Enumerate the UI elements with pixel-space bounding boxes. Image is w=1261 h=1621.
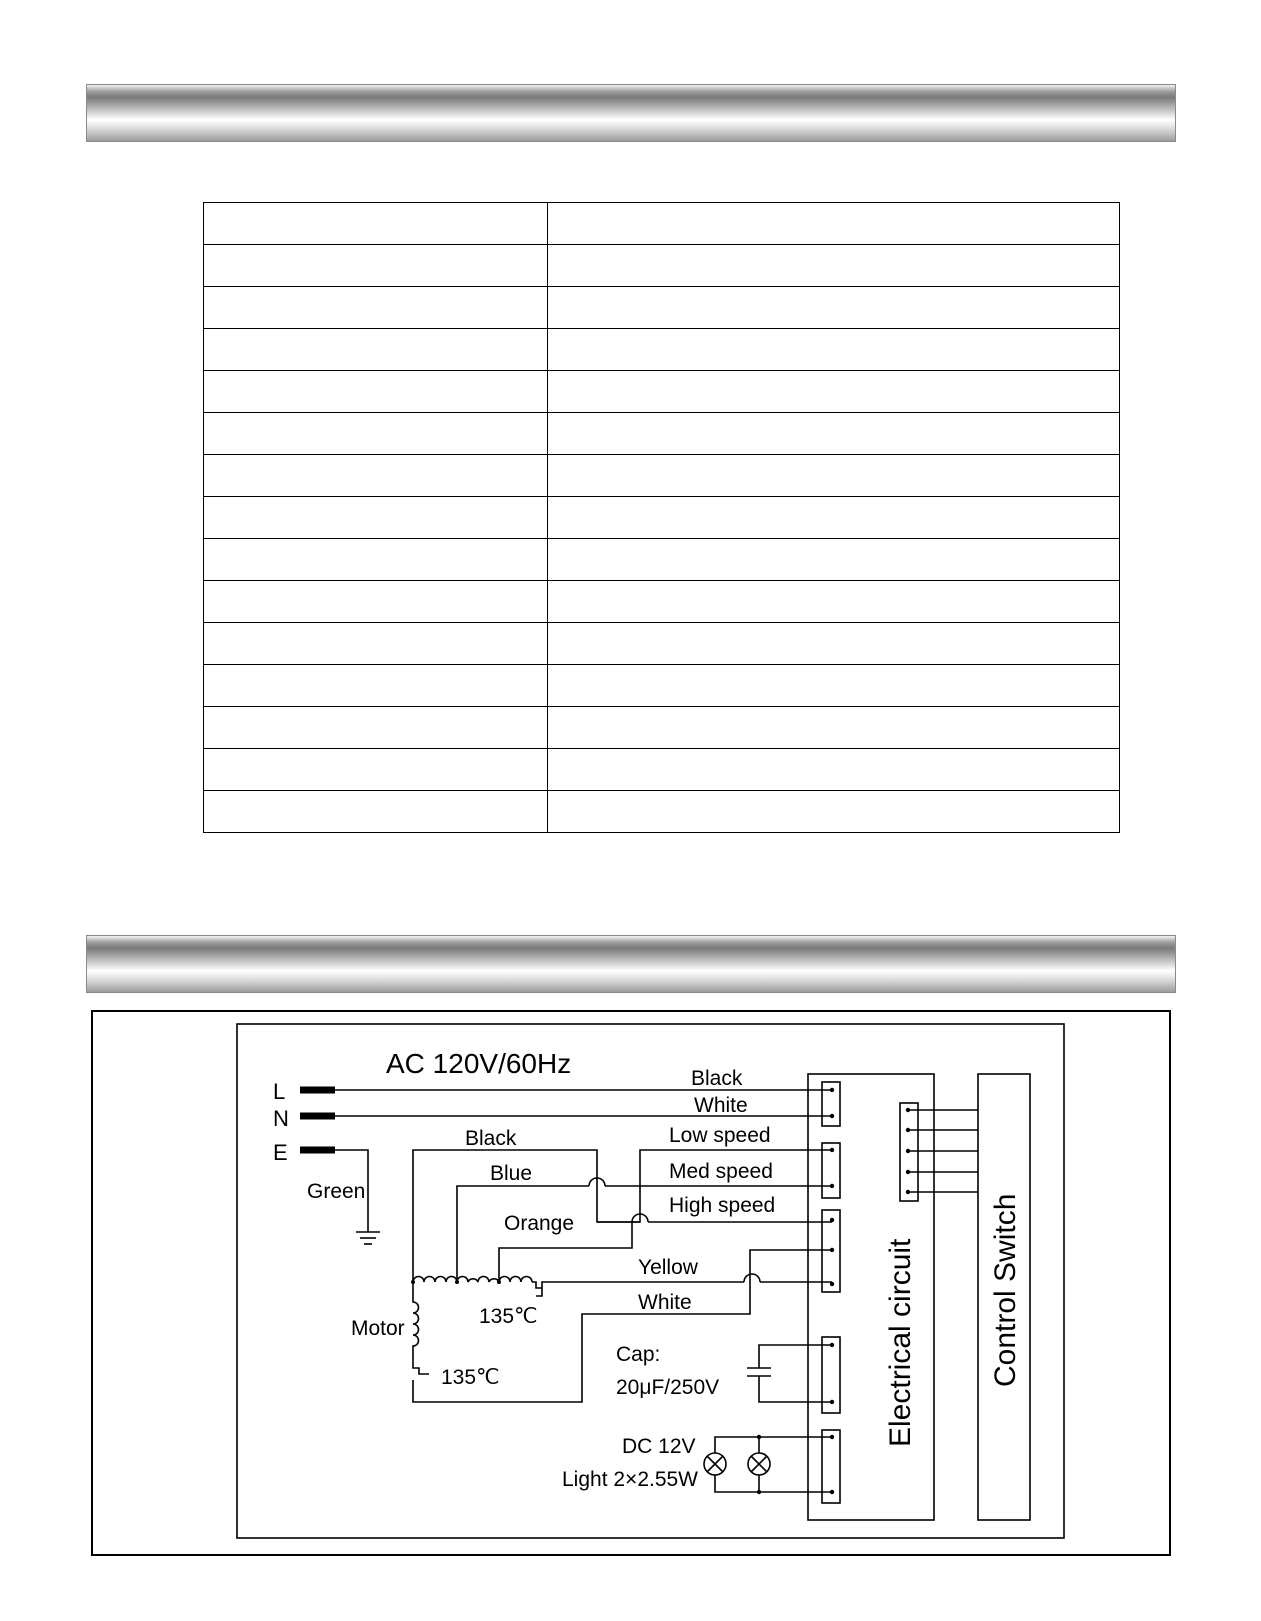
spec-label-cell [204, 455, 548, 497]
spec-row [204, 245, 1120, 287]
thermal-cutoff-2 [413, 1362, 429, 1386]
spec-value-cell [548, 623, 1120, 665]
spec-label-cell [204, 245, 548, 287]
low-speed-label: Low speed [669, 1124, 771, 1147]
spec-row [204, 707, 1120, 749]
spec-value-cell [548, 287, 1120, 329]
spec-label-cell [204, 539, 548, 581]
motor-label: Motor [351, 1317, 405, 1340]
spec-value-cell [548, 707, 1120, 749]
high-speed-label: High speed [669, 1194, 776, 1217]
light-bulb-1 [704, 1453, 726, 1475]
light-spec-label: Light 2×2.55W [562, 1468, 699, 1491]
spec-row [204, 455, 1120, 497]
spec-value-cell [548, 413, 1120, 455]
thermal-cutoff-1 [532, 1282, 546, 1296]
spec-row [204, 539, 1120, 581]
spec-value-cell [548, 497, 1120, 539]
spec-row [204, 749, 1120, 791]
supply-label: AC 120V/60Hz [386, 1048, 572, 1079]
thermal-cutoff-1-label: 135℃ [479, 1305, 538, 1328]
diagram-inner-border [237, 1024, 1064, 1538]
terminal-N-label: N [273, 1106, 289, 1131]
spec-row [204, 287, 1120, 329]
spec-label-cell [204, 707, 548, 749]
wiring-diagram-frame [91, 1010, 1171, 1556]
electrical-circuit-label: Electrical circuit [884, 1238, 917, 1447]
spec-value-cell [548, 581, 1120, 623]
white-wire-label: White [694, 1094, 748, 1117]
spec-value-cell [548, 245, 1120, 287]
spec-row [204, 203, 1120, 245]
spec-row [204, 329, 1120, 371]
section-header-bar-wiring [86, 935, 1176, 993]
blue-wire-label: Blue [490, 1162, 533, 1185]
light-wire-top [715, 1437, 832, 1492]
spec-value-cell [548, 665, 1120, 707]
capacitor-label: Cap: [616, 1343, 661, 1366]
light-bulb-2 [748, 1453, 770, 1475]
spec-label-cell [204, 497, 548, 539]
black-motor-wire-label: Black [465, 1127, 517, 1150]
control-switch-label: Control Switch [989, 1193, 1022, 1387]
ground-wire-label: Green [307, 1180, 366, 1203]
spec-row [204, 665, 1120, 707]
spec-row [204, 623, 1120, 665]
orange-wire-label: Orange [504, 1212, 575, 1235]
spec-label-cell [204, 329, 548, 371]
white-motor-wire-label: White [638, 1291, 692, 1314]
light-voltage-label: DC 12V [622, 1435, 696, 1458]
med-speed-label: Med speed [669, 1160, 773, 1183]
capacitor-value: 20μF/250V [616, 1376, 720, 1399]
ground-symbol [356, 1232, 380, 1244]
spec-value-cell [548, 455, 1120, 497]
spec-value-cell [548, 539, 1120, 581]
terminal-E-label: E [273, 1140, 288, 1165]
capacitor-wire [759, 1345, 832, 1368]
motor-coil-horizontal [413, 1277, 532, 1283]
spec-row [204, 791, 1120, 833]
spec-label-cell [204, 371, 548, 413]
spec-label-cell [204, 749, 548, 791]
spec-label-cell [204, 791, 548, 833]
terminal-L-label: L [273, 1079, 286, 1104]
spec-label-cell [204, 413, 548, 455]
spec-value-cell [548, 791, 1120, 833]
spec-value-cell [548, 329, 1120, 371]
specification-table [203, 202, 1120, 833]
spec-row [204, 497, 1120, 539]
thermal-cutoff-2-label: 135℃ [441, 1366, 500, 1389]
spec-label-cell [204, 287, 548, 329]
wiring-diagram [93, 1012, 1173, 1558]
spec-row [204, 581, 1120, 623]
spec-label-cell [204, 203, 548, 245]
spec-value-cell [548, 203, 1120, 245]
spec-label-cell [204, 665, 548, 707]
section-header-bar-top [86, 84, 1176, 142]
spec-row [204, 413, 1120, 455]
spec-row [204, 371, 1120, 413]
spec-value-cell [548, 371, 1120, 413]
spec-label-cell [204, 581, 548, 623]
spec-value-cell [548, 749, 1120, 791]
yellow-wire-label: Yellow [638, 1256, 698, 1279]
black-wire-label: Black [691, 1067, 743, 1090]
motor-coil-vertical [413, 1282, 419, 1362]
spec-label-cell [204, 623, 548, 665]
